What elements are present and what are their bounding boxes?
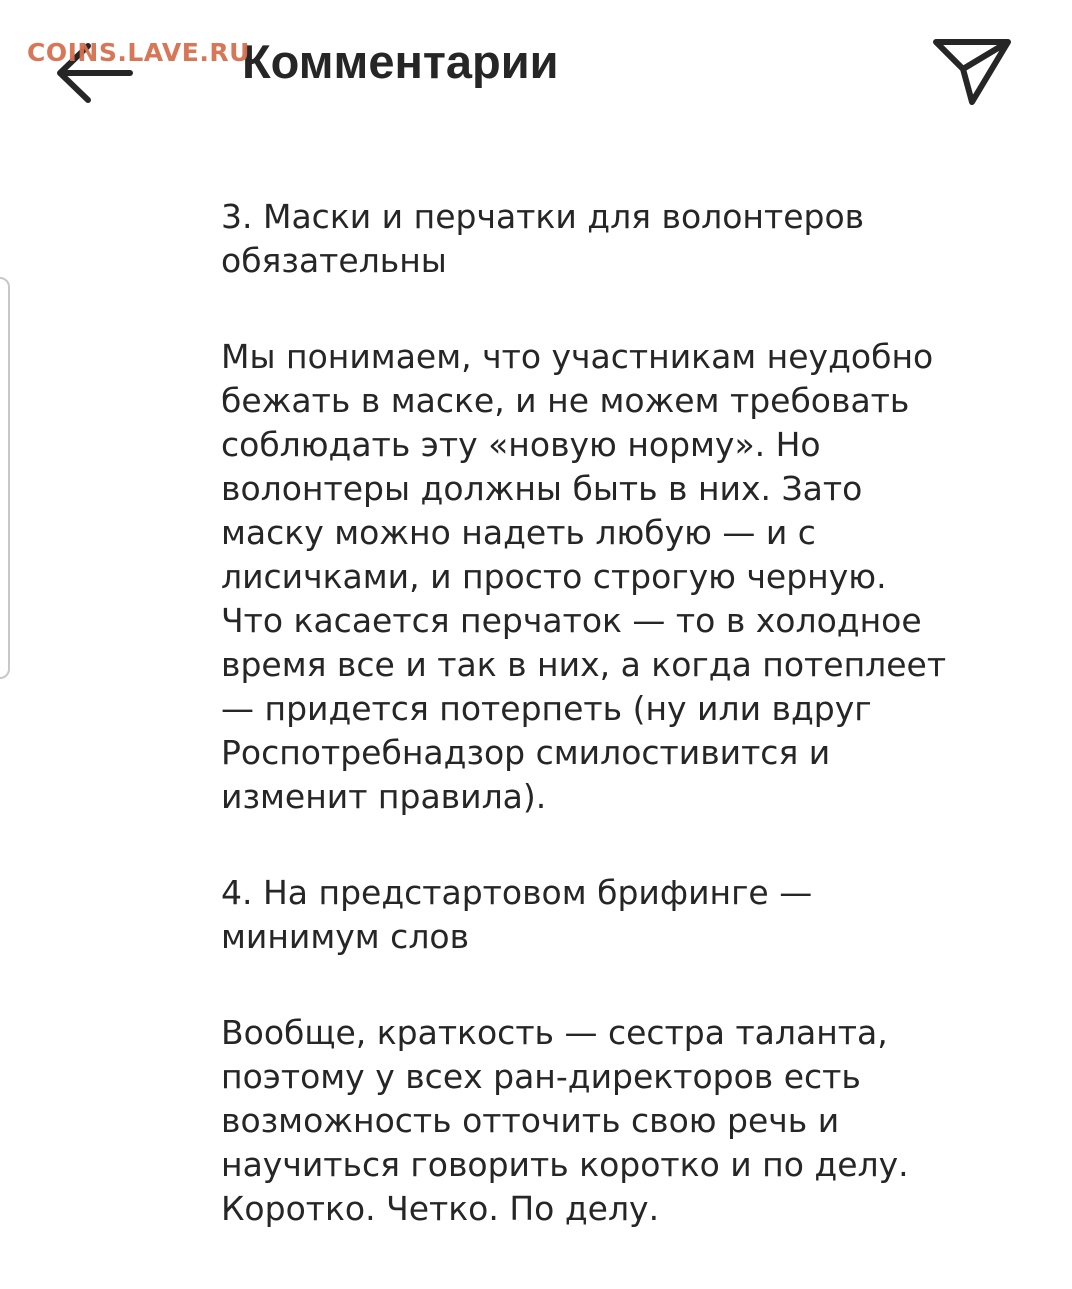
list-heading-masks: 3. Маски и перчатки для волонтеров обязательны bbox=[221, 197, 865, 280]
side-scroll-handle[interactable] bbox=[0, 277, 10, 679]
watermark: COINS.LAVE.RU bbox=[27, 38, 250, 67]
share-button[interactable] bbox=[930, 34, 1014, 110]
page-title: Комментарии bbox=[242, 35, 559, 88]
paragraph-masks: Мы понимаем, что участникам неудобно бежать в маске, и не можем требовать соблюдать эту «новую норму». Но волонтеры должны быть в них. Зато маску можно надеть любую — и с лисичками, и просто строгую черную. Что касается перчаток — то в холодное время все и так в них, а когда потеплеет — придется потерпеть (ну или вдруг Роспотребнадзор смилостивится и изменит правила). bbox=[221, 337, 947, 816]
paper-plane-icon bbox=[930, 34, 1014, 110]
top-bar bbox=[0, 0, 1072, 140]
list-heading-briefing: 4. На предстартовом брифинге — минимум слов bbox=[221, 873, 813, 956]
comment-body bbox=[221, 195, 1021, 1231]
paragraph-briefing: Вообще, краткость — сестра таланта, поэтому у всех ран-директоров есть возможность отточить свою речь и научиться говорить коротко и по делу. Коротко. Четко. По делу. bbox=[221, 1013, 909, 1228]
